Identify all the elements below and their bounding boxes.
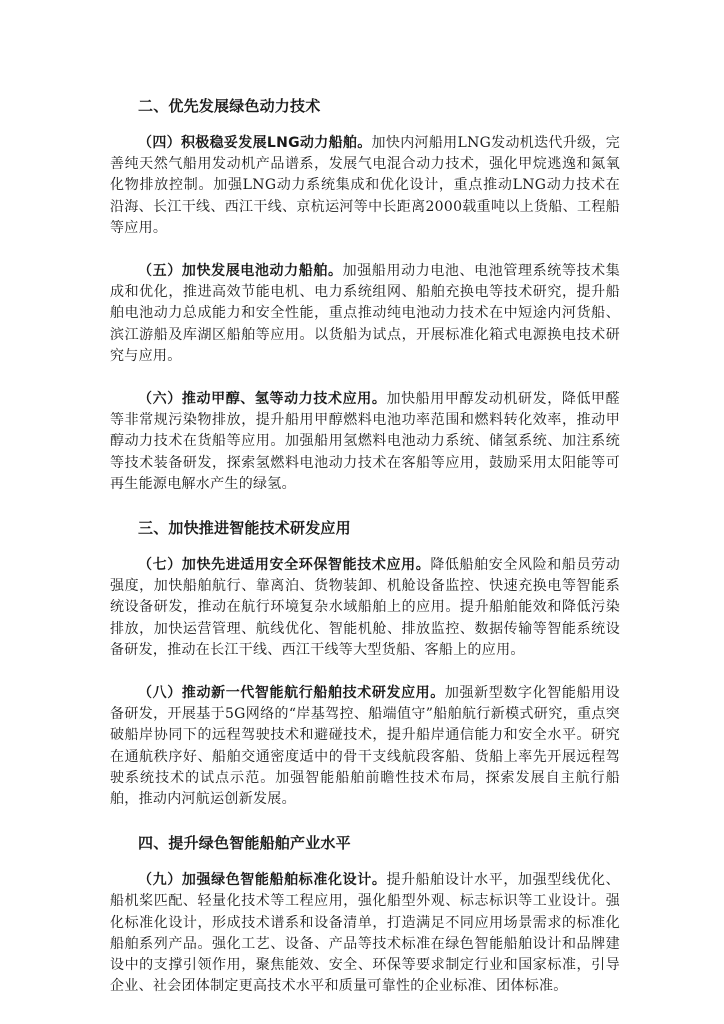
paragraph-standardized-design [110, 870, 620, 997]
section-heading-green-power: 二、优先发展绿色动力技术 [138, 97, 321, 115]
paragraph-smart-safety [110, 555, 620, 661]
paragraph-body: 降低船舶安全风险和船员劳动强度，加快船舶航行、靠离泊、货物装卸、机舱设备监控、快速充换电等智能系统设备研发，推动在航行环境复杂水域船舶上的应用。提升船舶能效和降低污染排放，加快运营管理、航线优化、智能机舱、排放监控、数据传输等智能系统设备研发，推动在长江干线、西江干线等大型货船、客船上的应用。 [110, 557, 620, 658]
paragraph-body: 加强新型数字化智能船用设备研发，开展基于5G网络的“岸基驾控、船端值守”船舶航行新模式研究，重点突破船岸协同下的远程驾驶技术和避碰技术，提升船岸通信能力和安全水平。研究在通航秩序好、船舶交通密度适中的骨干支线航段客船、货船上率先开展远程驾驶系统技术的试点示范。加强智能船舶前瞻性技术布局，探索发展自主航行船舶，推动内河航运创新发展。 [110, 685, 620, 808]
paragraph-smart-navigation [110, 683, 620, 810]
section-heading-smart-tech: 三、加快推进智能技术研发应用 [138, 519, 351, 538]
paragraph-battery-ships [110, 261, 620, 367]
paragraph-body: 加快内河船用LNG发动机迭代升级，完善纯天然气船用发动机产品谱系，发展气电混合动力技术，强化甲烷逃逸和氮氧化物排放控制。加强LNG动力系统集成和优化设计，重点推动LNG动力技术在沿海、长江干线、西江干线、京杭运河等中长距离2000载重吨以上货船、工程船等应用。 [110, 135, 620, 236]
paragraph-lead: （四）积极稳妥发展LNG动力船舶。 [138, 135, 372, 151]
paragraph-lng-ships [110, 133, 620, 239]
paragraph-lead: （七）加快先进适用安全环保智能技术应用。 [138, 557, 431, 574]
paragraph-body: 加强船用动力电池、电池管理系统等技术集成和优化，推进高效节能电机、电力系统组网、船舶充换电等技术研究，提升船舶电池动力总成能力和安全性能，重点推动纯电池动力技术在中短途内河货船、滨江游船及库湖区船舶等应用。以货船为试点，开展标准化箱式电源换电技术研究与应用。 [110, 263, 621, 364]
paragraph-lead: （九）加强绿色智能船舶标准化设计。 [138, 872, 387, 889]
paragraph-lead: （六）推动甲醇、氢等动力技术应用。 [138, 391, 387, 408]
paragraph-body: 提升船舶设计水平，加强型线优化、船机桨匹配、轻量化技术等工程应用，强化船型外观、标志标识等工业设计。强化标准化设计，形成技术谱系和设备清单，打造满足不同应用场景需求的标准化船舶系列产品。强化工艺、设备、产品等技术标准在绿色智能船舶设计和品牌建设中的支撑引领作用，聚焦能效、安全、环保等要求制定行业和国家标准，引导企业、社会团体制定更高技术水平和质量可靠性的企业标准、团体标准。 [110, 872, 620, 995]
paragraph-methanol-hydrogen [110, 389, 620, 495]
section-heading-industry-level: 四、提升绿色智能船舶产业水平 [138, 834, 351, 853]
paragraph-body: 加快船用甲醇发动机研发，降低甲醛等非常规污染物排放，提升船用甲醇燃料电池功率范围和燃料转化效率，推动甲醇动力技术在货船等应用。加强船用氢燃料电池动力系统、储氢系统、加注系统等技术装备研发，探索氢燃料电池动力技术在客船等应用，鼓励采用太阳能等可再生能源电解水产生的绿氢。 [110, 391, 620, 492]
paragraph-lead: （五）加快发展电池动力船舶。 [138, 263, 343, 280]
paragraph-lead: （八）推动新一代智能航行船舶技术研发应用。 [138, 685, 445, 702]
document-page [110, 95, 620, 998]
